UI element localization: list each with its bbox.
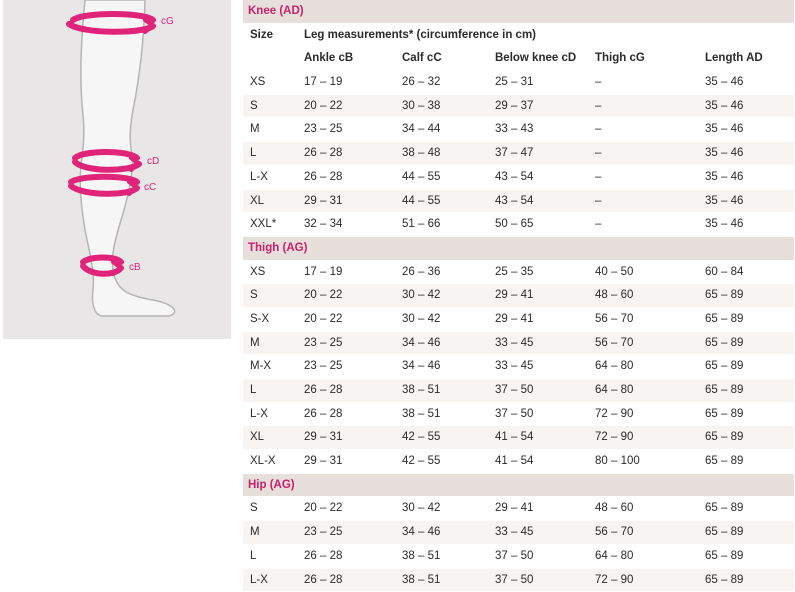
cell-length: 65 – 89	[705, 332, 743, 355]
cell-below-knee: 25 – 31	[495, 71, 533, 94]
cell-below-knee: 29 – 37	[495, 95, 533, 118]
table-row	[243, 95, 794, 119]
table-row	[243, 142, 794, 166]
header-size: Size	[250, 24, 273, 47]
cell-ankle: 23 – 25	[304, 332, 342, 355]
cell-calf: 30 – 42	[402, 497, 440, 520]
leg-illustration	[3, 0, 231, 339]
cell-size: XS	[250, 71, 265, 94]
cell-size: XL	[250, 426, 264, 449]
cell-thigh: –	[595, 142, 601, 165]
cell-length: 65 – 89	[705, 521, 743, 544]
label-cG: cG	[161, 16, 174, 27]
cell-ankle: 26 – 28	[304, 545, 342, 568]
cell-ankle: 29 – 31	[304, 426, 342, 449]
cell-length: 35 – 46	[705, 118, 743, 141]
cell-size: S-X	[250, 308, 269, 331]
cell-size: M	[250, 332, 260, 355]
cell-length: 35 – 46	[705, 213, 743, 236]
table-row	[243, 545, 794, 569]
section-hip-rows	[243, 497, 794, 592]
cell-thigh: 48 – 60	[595, 497, 633, 520]
cell-ankle: 29 – 31	[304, 450, 342, 473]
cell-calf: 30 – 42	[402, 284, 440, 307]
header-calf: Calf cC	[402, 47, 442, 70]
table-row	[243, 332, 794, 356]
cell-thigh: 72 – 90	[595, 569, 633, 592]
cell-below-knee: 37 – 50	[495, 569, 533, 592]
cell-size: XXL*	[250, 213, 276, 236]
table-row	[243, 379, 794, 403]
cell-size: S	[250, 95, 258, 118]
cell-ankle: 20 – 22	[304, 284, 342, 307]
cell-ankle: 26 – 28	[304, 569, 342, 592]
cell-size: M-X	[250, 355, 271, 378]
cell-length: 35 – 46	[705, 95, 743, 118]
cell-length: 35 – 46	[705, 166, 743, 189]
cell-below-knee: 29 – 41	[495, 308, 533, 331]
cell-below-knee: 50 – 65	[495, 213, 533, 236]
label-cD: cD	[147, 156, 159, 167]
cell-calf: 26 – 36	[402, 261, 440, 284]
cell-below-knee: 33 – 45	[495, 355, 533, 378]
cell-calf: 26 – 32	[402, 71, 440, 94]
table-row	[243, 308, 794, 332]
header-length: Length AD	[705, 47, 763, 70]
cell-below-knee: 37 – 50	[495, 379, 533, 402]
cell-ankle: 26 – 28	[304, 166, 342, 189]
cell-size: XL	[250, 190, 264, 213]
cell-size: L-X	[250, 403, 268, 426]
cell-length: 35 – 46	[705, 71, 743, 94]
table-row	[243, 190, 794, 214]
cell-ankle: 17 – 19	[304, 261, 342, 284]
section-title: Thigh (AG)	[248, 237, 307, 260]
cell-size: L	[250, 545, 256, 568]
cell-length: 65 – 89	[705, 403, 743, 426]
section-title: Knee (AD)	[248, 0, 304, 23]
cell-ankle: 23 – 25	[304, 521, 342, 544]
cell-below-knee: 43 – 54	[495, 190, 533, 213]
table-row	[243, 569, 794, 592]
cell-thigh: 64 – 80	[595, 545, 633, 568]
table-row	[243, 261, 794, 285]
size-chart-table	[243, 0, 794, 592]
cell-thigh: 48 – 60	[595, 284, 633, 307]
cell-size: XS	[250, 261, 265, 284]
cell-thigh: 72 – 90	[595, 403, 633, 426]
table-row	[243, 426, 794, 450]
cell-ankle: 29 – 31	[304, 190, 342, 213]
cell-calf: 38 – 51	[402, 379, 440, 402]
cell-size: L-X	[250, 569, 268, 592]
cell-calf: 30 – 38	[402, 95, 440, 118]
cell-length: 65 – 89	[705, 545, 743, 568]
cell-size: L-X	[250, 166, 268, 189]
cell-below-knee: 29 – 41	[495, 284, 533, 307]
cell-ankle: 20 – 22	[304, 497, 342, 520]
cell-thigh: –	[595, 190, 601, 213]
cell-length: 65 – 89	[705, 355, 743, 378]
cell-length: 65 – 89	[705, 284, 743, 307]
cell-below-knee: 41 – 54	[495, 426, 533, 449]
cell-length: 65 – 89	[705, 569, 743, 592]
cell-thigh: 64 – 80	[595, 355, 633, 378]
section-thigh-rows	[243, 261, 794, 474]
cell-calf: 42 – 55	[402, 450, 440, 473]
header-below-knee: Below knee cD	[495, 47, 576, 70]
cell-size: S	[250, 284, 258, 307]
cell-length: 35 – 46	[705, 190, 743, 213]
cell-thigh: 56 – 70	[595, 308, 633, 331]
cell-below-knee: 33 – 43	[495, 118, 533, 141]
cell-below-knee: 25 – 35	[495, 261, 533, 284]
cell-calf: 38 – 51	[402, 545, 440, 568]
cell-calf: 51 – 66	[402, 213, 440, 236]
cell-below-knee: 43 – 54	[495, 166, 533, 189]
label-cB: cB	[129, 262, 141, 273]
cell-calf: 42 – 55	[402, 426, 440, 449]
cell-calf: 38 – 51	[402, 569, 440, 592]
cell-length: 65 – 89	[705, 308, 743, 331]
cell-thigh: 80 – 100	[595, 450, 640, 473]
cell-thigh: –	[595, 95, 601, 118]
table-row	[243, 71, 794, 95]
cell-length: 65 – 89	[705, 497, 743, 520]
table-subheader-row	[243, 47, 794, 71]
header-thigh: Thigh cG	[595, 47, 645, 70]
section-title: Hip (AG)	[248, 474, 295, 497]
cell-calf: 34 – 46	[402, 332, 440, 355]
cell-ankle: 26 – 28	[304, 142, 342, 165]
table-row	[243, 521, 794, 545]
cell-thigh: 40 – 50	[595, 261, 633, 284]
cell-thigh: –	[595, 166, 601, 189]
table-row	[243, 403, 794, 427]
section-header-hip	[243, 474, 794, 498]
table-row	[243, 450, 794, 474]
table-row	[243, 284, 794, 308]
cell-size: M	[250, 118, 260, 141]
cell-ankle: 23 – 25	[304, 118, 342, 141]
cell-calf: 38 – 51	[402, 403, 440, 426]
cell-ankle: 23 – 25	[304, 355, 342, 378]
label-cC: cC	[144, 182, 156, 193]
cell-size: L	[250, 142, 256, 165]
cell-below-knee: 37 – 50	[495, 403, 533, 426]
cell-calf: 44 – 55	[402, 190, 440, 213]
table-row	[243, 213, 794, 237]
cell-ankle: 20 – 22	[304, 308, 342, 331]
cell-length: 35 – 46	[705, 142, 743, 165]
cell-length: 60 – 84	[705, 261, 743, 284]
cell-below-knee: 33 – 45	[495, 332, 533, 355]
cell-calf: 34 – 46	[402, 521, 440, 544]
cell-ankle: 26 – 28	[304, 403, 342, 426]
table-header-row	[243, 24, 794, 48]
cell-calf: 34 – 46	[402, 355, 440, 378]
cell-thigh: –	[595, 71, 601, 94]
header-leg-measurements: Leg measurements* (circumference in cm)	[304, 24, 536, 47]
cell-calf: 44 – 55	[402, 166, 440, 189]
cell-calf: 30 – 42	[402, 308, 440, 331]
cell-ankle: 20 – 22	[304, 95, 342, 118]
table-row	[243, 118, 794, 142]
section-header-knee	[243, 0, 794, 24]
cell-size: S	[250, 497, 258, 520]
cell-calf: 34 – 44	[402, 118, 440, 141]
cell-thigh: 64 – 80	[595, 379, 633, 402]
cell-length: 65 – 89	[705, 450, 743, 473]
table-row	[243, 497, 794, 521]
cell-size: XL-X	[250, 450, 276, 473]
cell-ankle: 17 – 19	[304, 71, 342, 94]
cell-length: 65 – 89	[705, 379, 743, 402]
cell-size: L	[250, 379, 256, 402]
cell-thigh: –	[595, 118, 601, 141]
cell-below-knee: 37 – 47	[495, 142, 533, 165]
cell-thigh: –	[595, 213, 601, 236]
cell-thigh: 56 – 70	[595, 332, 633, 355]
cell-below-knee: 41 – 54	[495, 450, 533, 473]
cell-ankle: 26 – 28	[304, 379, 342, 402]
cell-calf: 38 – 48	[402, 142, 440, 165]
cell-ankle: 32 – 34	[304, 213, 342, 236]
table-row	[243, 355, 794, 379]
cell-below-knee: 33 – 45	[495, 521, 533, 544]
section-knee-rows	[243, 71, 794, 237]
section-header-thigh	[243, 237, 794, 261]
cell-thigh: 56 – 70	[595, 521, 633, 544]
cell-below-knee: 37 – 50	[495, 545, 533, 568]
cell-below-knee: 29 – 41	[495, 497, 533, 520]
header-ankle: Ankle cB	[304, 47, 353, 70]
cell-thigh: 72 – 90	[595, 426, 633, 449]
cell-size: M	[250, 521, 260, 544]
cell-length: 65 – 89	[705, 426, 743, 449]
table-row	[243, 166, 794, 190]
